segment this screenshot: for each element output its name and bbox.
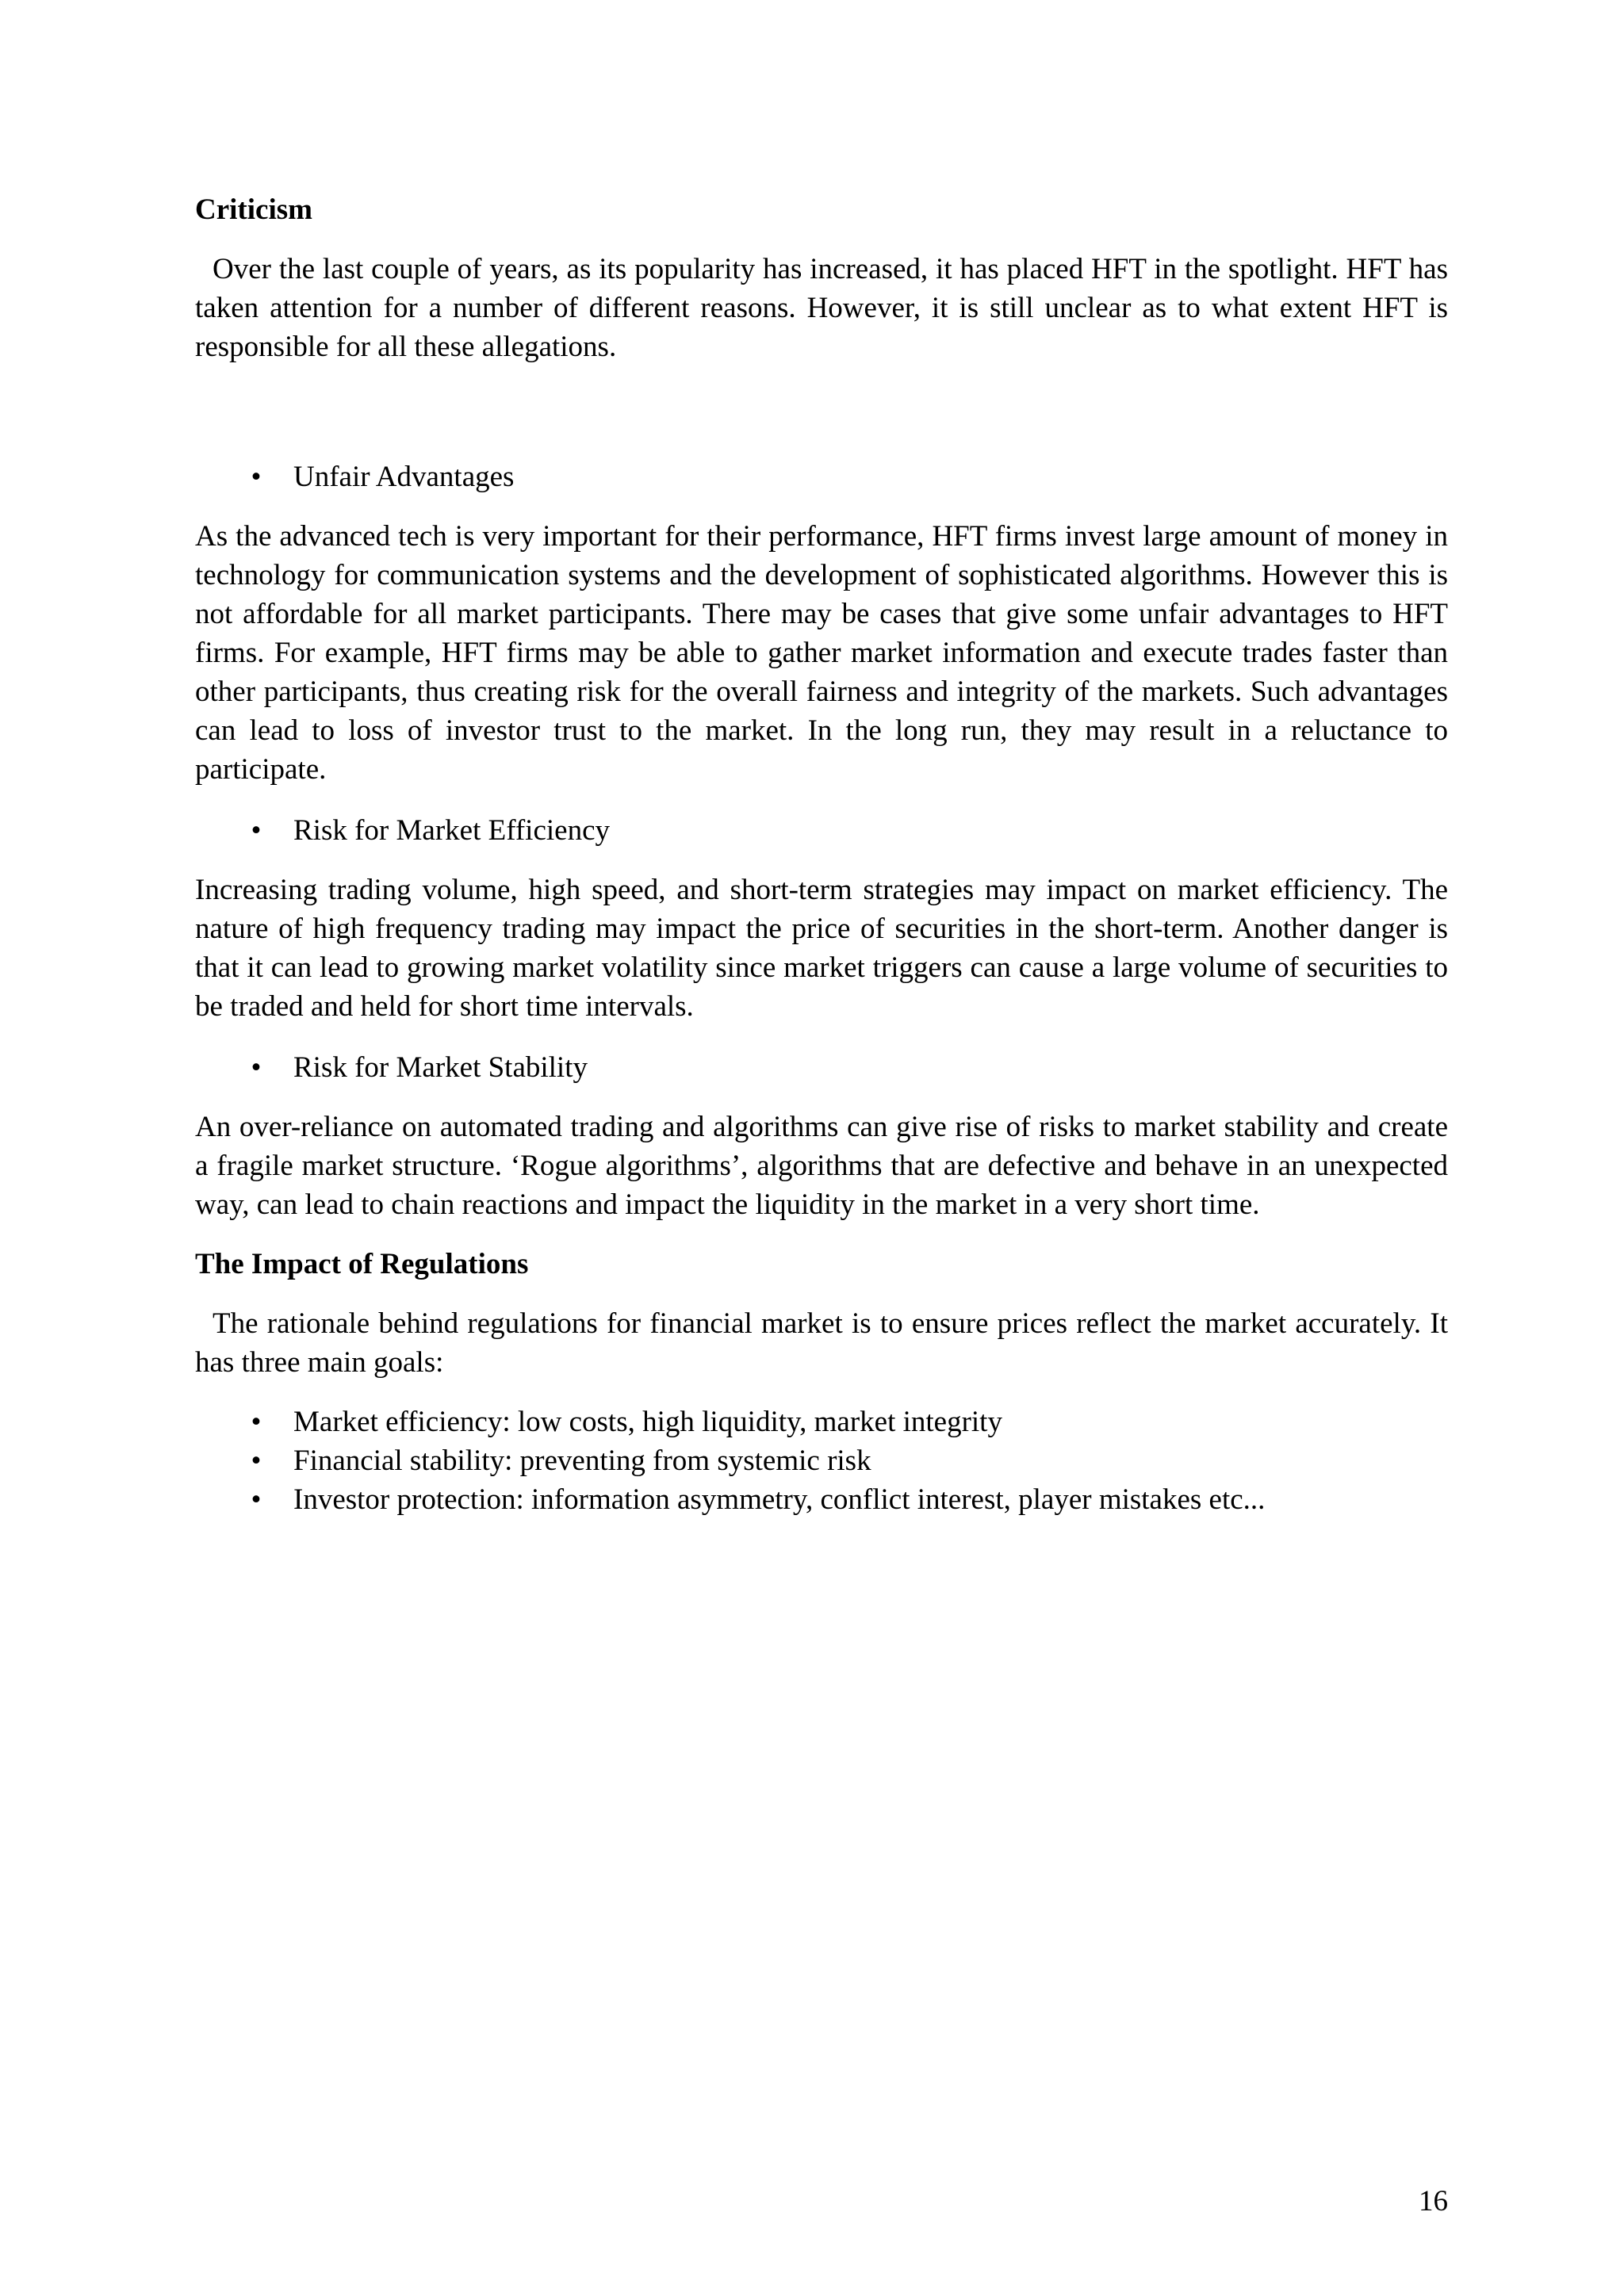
bullet-icon: • <box>251 814 262 847</box>
list-item <box>195 811 1448 850</box>
regulation-goals-list <box>195 1402 1448 1519</box>
unfair-advantages-paragraph: As the advanced tech is very important for their performance, HFT firms invest large amount of money in technology for communication systems and the development of sophisticated algorithms. However this is not affordable for all market participants. There may be cases that give some unfair advantages to HFT firms. For example, HFT firms may be able to gather market information and execute trades faster than other participants, thus creating risk for the overall fairness and integrity of the markets. Such advantages can lead to loss of investor trust to the market. In the long run, they may result in a reluctance to participate. <box>195 520 1448 786</box>
criticism-bullet-unfair <box>195 457 1448 496</box>
criticism-intro-paragraph: Over the last couple of years, as its popularity has increased, it has placed HFT in the spotlight. HFT has taken attention for a number of different reasons. However, it is still unclear as to what extent HFT is responsible for all these allegations. <box>195 253 1448 363</box>
goal-market-efficiency: Market efficiency: low costs, high liquidity, market integrity <box>293 1406 1002 1438</box>
criticism-heading: Criticism <box>195 193 312 226</box>
criticism-bullet-stability <box>195 1048 1448 1087</box>
list-item <box>195 1480 1448 1519</box>
page-content <box>195 190 1448 1519</box>
bullet-icon: • <box>251 1445 262 1477</box>
regulations-heading: The Impact of Regulations <box>195 1248 529 1280</box>
bullet-icon: • <box>251 1051 262 1084</box>
market-stability-paragraph: An over-reliance on automated trading and algorithms can give rise of risks to market stability and create a fragile market structure. ‘Rogue algorithms’, algorithms that are defective and behave in an unexpected way, can lead to chain reactions and impact the liquidity in the market in a very short time. <box>195 1111 1448 1221</box>
goal-investor-protection: Investor protection: information asymmetry, conflict interest, player mistakes etc... <box>293 1483 1266 1516</box>
list-item <box>195 1048 1448 1087</box>
criticism-bullet-efficiency <box>195 811 1448 850</box>
bullet-icon: • <box>251 461 262 493</box>
list-item <box>195 1441 1448 1480</box>
bullet-icon: • <box>251 1406 262 1438</box>
market-efficiency-paragraph: Increasing trading volume, high speed, and short-term strategies may impact on market efficiency. The nature of high frequency trading may impact the price of securities in the short-term. Another danger is that it can lead to growing market volatility since market triggers can cause a large volume of securities to be traded and held for short time intervals. <box>195 874 1448 1023</box>
market-stability-title: Risk for Market Stability <box>293 1051 588 1084</box>
market-efficiency-title: Risk for Market Efficiency <box>293 814 610 847</box>
goal-financial-stability: Financial stability: preventing from systemic risk <box>293 1445 871 1477</box>
list-item <box>195 1402 1448 1441</box>
list-item <box>195 457 1448 496</box>
unfair-advantages-title: Unfair Advantages <box>293 461 515 493</box>
bullet-icon: • <box>251 1483 262 1516</box>
page-number: 16 <box>1419 2185 1448 2218</box>
regulations-intro-paragraph: The rationale behind regulations for financial market is to ensure prices reflect the market accurately. It has three main goals: <box>195 1307 1448 1379</box>
